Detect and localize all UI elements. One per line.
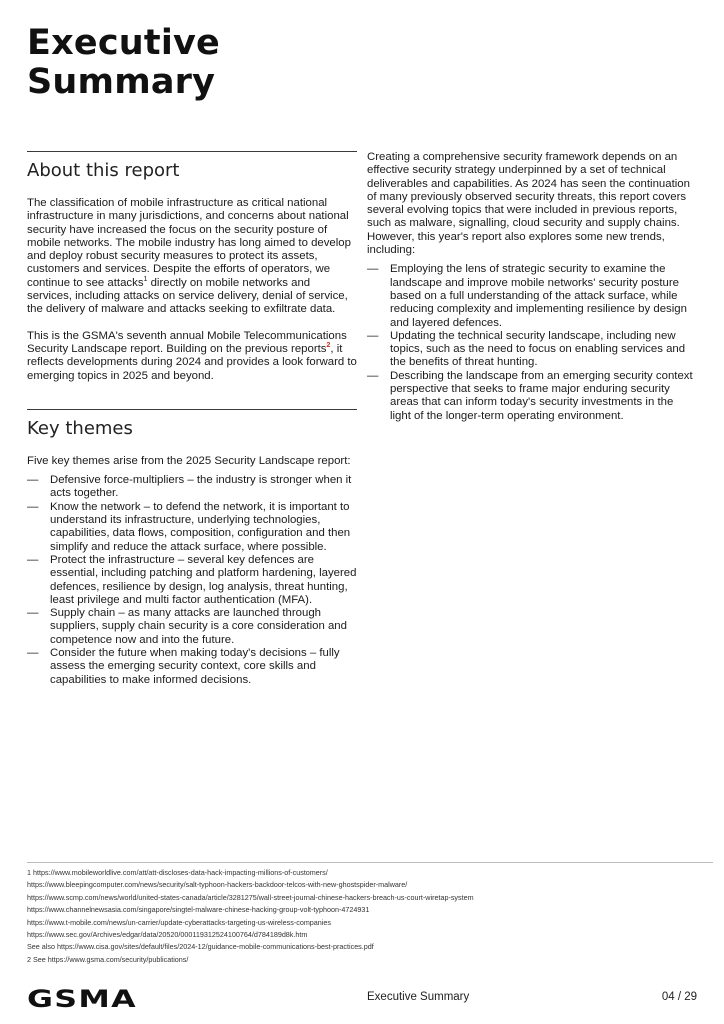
dash-bullet: — (367, 263, 379, 276)
list-item (367, 263, 697, 329)
list-item-text: Describing the landscape from an emerging security context perspective that seeks to frame major enduring security areas that can inform today's security investments in the light of the longer-term operating environment. (390, 369, 693, 422)
footnotes (27, 862, 713, 966)
about-paragraph-1 (27, 197, 357, 317)
dash-bullet: — (27, 553, 39, 566)
list-item-text: Know the network – to defend the network, it is important to understand its infrastructure, underlying technologies, capabilities, data flows, composition, configuration and then simplify and reduce the attack surface, where possible. (50, 500, 351, 553)
footnote-line[interactable]: https://www.scmp.com/news/world/united-states-canada/article/3281275/wall-street-journal-chinese-hackers-breach-us-court-wiretap-system (27, 892, 474, 902)
page-title-line-1: Executive (27, 23, 220, 63)
dash-bullet: — (367, 329, 379, 342)
dash-bullet: — (27, 474, 39, 487)
footer-section-name: Executive Summary (367, 991, 470, 1003)
footnote-ref-1[interactable]: 1 (143, 275, 148, 283)
footnote-line[interactable]: 1 https://www.mobileworldlive.com/att/att-discloses-data-hack-impacting-millions-of-customers/ (27, 868, 328, 877)
key-themes-section (27, 409, 357, 687)
list-item (27, 474, 357, 501)
about-paragraph-1-text-b: directly on mobile networks and services, including attacks on service delivery, denial of service, the delivery of malware and attacks seeking to exfiltrate data. (27, 276, 348, 316)
about-paragraph-2-text-b: , it reflects developments during 2024 and provides a look forward to emerging topics in 2025 and beyond. (27, 342, 357, 382)
footnote-line[interactable]: See also https://www.cisa.gov/sites/default/files/2024-12/guidance-mobile-communications-best-practices.pdf (27, 942, 374, 952)
page-title (27, 24, 220, 102)
footnote-line[interactable]: 2 See https://www.gsma.com/security/publications/ (27, 954, 189, 964)
list-item-text: Employing the lens of strategic security to examine the landscape and improve mobile networks' security posture based on a full understanding of the attack surface, while reducing complexity and implementing resilience by design and layered defences. (390, 263, 687, 329)
key-themes-intro: Five key themes arise from the 2025 Security Landscape report: (27, 454, 351, 467)
footnote-ref-2[interactable]: 2 (326, 342, 331, 350)
gsma-logo-text: GSMA (27, 985, 137, 1011)
footnote-line[interactable]: https://www.sec.gov/Archives/edgar/data/20520/000119312524100764/d784189d8k.htm (27, 930, 308, 940)
right-column (367, 151, 697, 423)
list-item (367, 370, 697, 423)
about-paragraph-1-text-a: The classification of mobile infrastructure as critical national infrastructure in many jurisdictions, and concerns about national security have increased the focus on the security posture of mobile networks. The mobile industry has long aimed to develop and deploy robust security measures to protect its assets, customers and services. Despite the efforts of operators, we continue to see attacks (27, 197, 351, 289)
footnote-line[interactable]: https://www.bleepingcomputer.com/news/security/salt-typhoon-hackers-backdoor-telcos-with-new-ghostspider-malware/ (27, 880, 408, 890)
left-column (27, 151, 357, 687)
about-paragraph-2-text-a: This is the GSMA's seventh annual Mobile Telecommunications Security Landscape report. Building on the previous reports (27, 329, 347, 355)
list-item (27, 607, 357, 647)
list-item (27, 501, 357, 554)
footnote-line[interactable]: https://www.t-mobile.com/news/un-carrier/update-cyberattacks-targeting-us-wireless-companies (27, 917, 331, 927)
dash-bullet: — (27, 500, 39, 513)
dash-bullet: — (27, 607, 39, 620)
footnote-line[interactable]: https://www.channelnewsasia.com/singapore/singtel-malware-chinese-hacking-group-volt-typhoon-4724931 (27, 905, 370, 915)
gsma-logo (27, 985, 139, 1011)
about-paragraph-2 (27, 330, 357, 383)
list-item (367, 330, 697, 370)
about-heading: About this report (27, 160, 180, 181)
dash-bullet: — (27, 647, 39, 660)
list-item (27, 554, 357, 607)
list-item-text: Supply chain – as many attacks are launched through suppliers, supply chain security is a core consideration and competence now and into the future. (50, 607, 347, 646)
list-item-text: Updating the technical security landscape, including new topics, such as the need to focus on enabling services and the benefits of threat hunting. (390, 329, 686, 369)
key-themes-list (27, 474, 357, 687)
about-section (27, 151, 357, 383)
right-column-intro: Creating a comprehensive security framework depends on an effective security strategy underpinned by a set of technical deliverables and capabilities. As 2024 has seen the continuation of many previously observed security threats, this report covers several evolving topics that were included in previous reports, such as malware, signalling, cloud security and supply chains. However, this year's report also explores some new trends, including: (367, 151, 690, 257)
list-item-text: Defensive force-multipliers – the industry is stronger when it acts together. (50, 474, 352, 500)
page-title-line-2: Summary (27, 62, 216, 102)
list-item-text: Consider the future when making today's decisions – fully assess the emerging security context, core skills and capabilities to make informed decisions. (50, 647, 340, 686)
list-item (27, 647, 357, 687)
dash-bullet: — (367, 369, 379, 382)
key-themes-heading: Key themes (27, 417, 133, 439)
page-number: 04 / 29 (661, 991, 697, 1003)
new-trends-list (367, 263, 697, 423)
list-item-text: Protect the infrastructure – several key defences are essential, including patching and platform hardening, layered defences, resilience by design, log analysis, threat hunting, least privilege and multi factor authentication (MFA). (50, 553, 357, 606)
